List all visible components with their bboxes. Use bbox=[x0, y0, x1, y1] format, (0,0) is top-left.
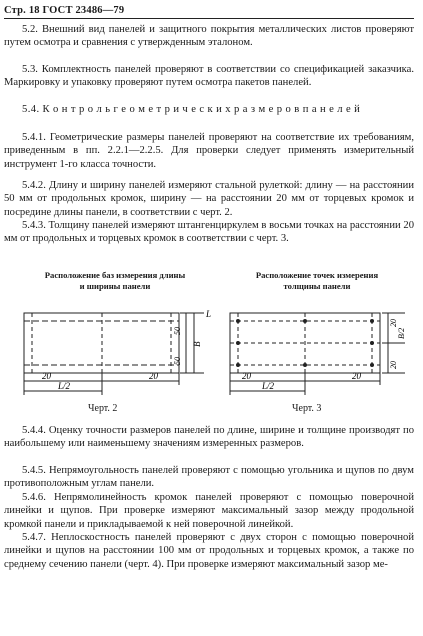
measurement-point bbox=[236, 363, 240, 367]
measurement-point bbox=[236, 319, 240, 323]
figure2-caption bbox=[20, 270, 210, 292]
fig2-dim-b: В bbox=[192, 341, 202, 347]
paragraph-5-2: 5.2. Внешний вид панелей и защитного покрытия металлических листов проверяют путем осмотра и сравнения с утвержденным эталоном. bbox=[4, 24, 414, 49]
fig3-dim-20-left: 20 bbox=[242, 371, 251, 381]
fig2-dim-l: L bbox=[206, 309, 212, 319]
paragraph-5-4-2: 5.4.2. Длину и ширину панелей измеряют стальной рулеткой: длину — на расстоянии 50 мм от продольных кромок, ширину — на расстоянии 20 мм от торцевых кромок и посредине длины панели, в соответствии с черт. 2. bbox=[4, 180, 414, 218]
measurement-point bbox=[370, 363, 374, 367]
figure3-caption-line1: Расположение точек измерения bbox=[255, 270, 379, 280]
figure2-caption-line2: и ширины панели bbox=[79, 281, 151, 291]
paragraph-5-4-1: 5.4.1. Геометрические размеры панелей проверяют на соответствие их требованиям, приведенным в пп. 2.2.1—2.2.5. Для проверки следует применять измерительный инструмент 1-го класса точности. bbox=[4, 132, 414, 170]
fig2-dim-20-left: 20 bbox=[42, 371, 51, 381]
fig3-dim-b2: В/2 bbox=[397, 327, 406, 339]
fig3-dim-20-right: 20 bbox=[352, 371, 361, 381]
fig2-dim-20-right: 20 bbox=[149, 371, 158, 381]
paragraph-5-4-6: 5.4.6. Непрямолинейность кромок панелей проверяют с помощью поверочной линейки и щупов. При проверке измеряют максимальный зазор между продольной кромкой панели и прикладываемой к ней поверочной линейкой. bbox=[4, 492, 414, 530]
figure3-caption bbox=[222, 270, 412, 292]
paragraph-5-4-4: 5.4.4. Оценку точности размеров панелей по длине, ширине и толщине производят по наибольшему или наименьшему значениям измеренных размеров. bbox=[4, 425, 414, 450]
figure2-caption-line1: Расположение баз измерения длины bbox=[44, 270, 186, 280]
measurement-point bbox=[303, 363, 307, 367]
fig2-dim-50-top: 50 bbox=[173, 327, 182, 335]
paragraph-5-3: 5.3. Комплектность панелей проверяют в соответствии со спецификацией заказчика. Маркировку и упаковку проверяют путем осмотра пакетов панелей. bbox=[4, 64, 414, 89]
measurement-point bbox=[303, 319, 307, 323]
paragraph-5-4-5: 5.4.5. Непрямоугольность панелей проверяют с помощью угольника и щупов по двум противоположным углам панели. bbox=[4, 465, 414, 490]
measurement-point bbox=[370, 341, 374, 345]
paragraph-5-4-heading: 5.4. К о н т р о л ь г е о м е т р и ч е с к и х р а з м е р о в п а н е л е й bbox=[22, 104, 361, 115]
figure2-drawing bbox=[14, 305, 214, 400]
fig3-dim-20-bottom: 20 bbox=[389, 361, 398, 369]
fig2-dim-l2: L/2 bbox=[58, 381, 71, 391]
measurement-point bbox=[236, 341, 240, 345]
figure3-drawing bbox=[220, 305, 420, 400]
page-header: Стр. 18 ГОСТ 23486—79 bbox=[4, 5, 414, 19]
figure3-caption-line2: толщины панели bbox=[283, 281, 351, 291]
paragraph-5-4-3: 5.4.3. Толщину панелей измеряют штангенциркулем в восьми точках на расстоянии 20 мм от продольных и торцевых кромок в соответствии с черт. 3. bbox=[4, 220, 414, 245]
figure3-label: Черт. 3 bbox=[292, 403, 322, 414]
paragraph-5-4-7: 5.4.7. Неплоскостность панелей проверяют с двух сторон с помощью поверочной линейки и щупов на расстоянии 100 мм от продольных и торцевых кромок, а также по среднему сечению панели (черт. 4). При проверке измеряют максимальный зазор ме- bbox=[4, 532, 414, 570]
fig3-dim-l2: L/2 bbox=[262, 381, 275, 391]
measurement-point bbox=[370, 319, 374, 323]
fig3-dim-20-top: 20 bbox=[389, 319, 398, 327]
fig2-dim-50-bottom: 50 bbox=[173, 357, 182, 365]
figure2-label: Черт. 2 bbox=[88, 403, 118, 414]
